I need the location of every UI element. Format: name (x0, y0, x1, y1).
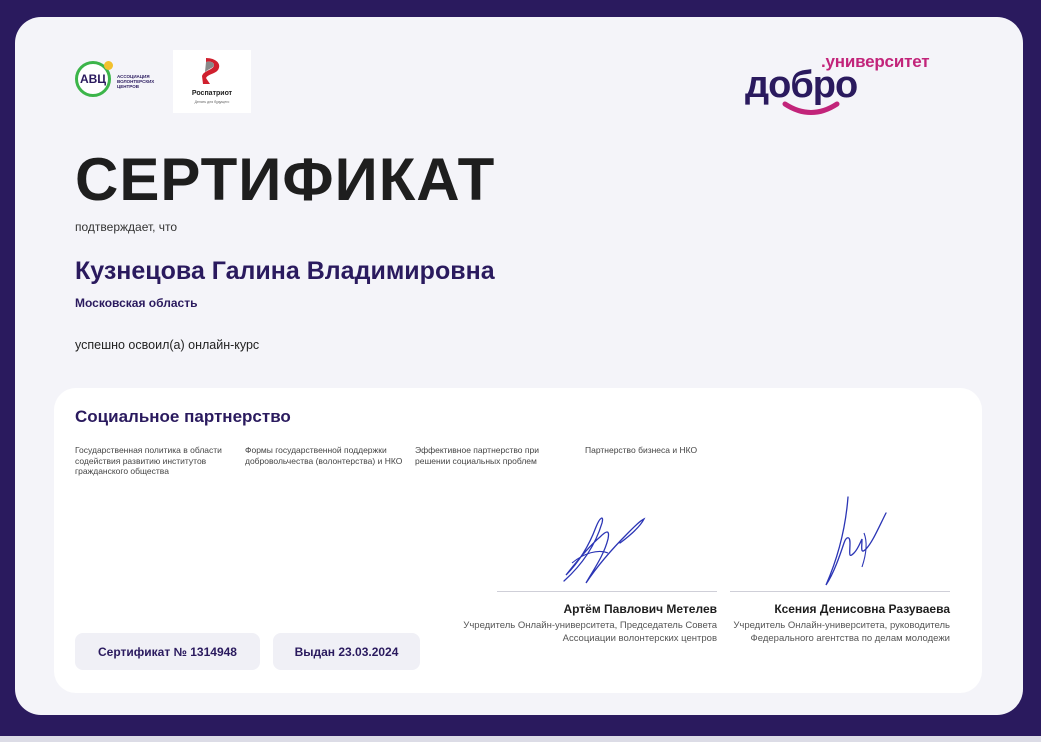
recipient-name: Кузнецова Галина Владимировна (75, 257, 495, 285)
signature-razuvaeva (804, 493, 904, 593)
certificate-number-badge: Сертификат № 1314948 (75, 633, 260, 670)
issue-date-badge: Выдан 23.03.2024 (273, 633, 420, 670)
course-topic: Формы государственной поддержки добровольчества (волонтерства) и НКО (245, 445, 403, 466)
rospatriot-mark-icon (200, 56, 224, 86)
dobro-university-logo (745, 49, 965, 119)
rospatriot-name: Роспатриот (191, 90, 233, 97)
recipient-region: Московская область (75, 296, 198, 310)
course-title: Социальное партнерство (75, 407, 291, 426)
mastered-text: успешно освоил(а) онлайн-курс (75, 338, 260, 352)
signature-line (497, 591, 717, 592)
avc-logo-dot (104, 61, 113, 70)
avc-logo-abbr: АВЦ (79, 72, 107, 86)
rospatriot-logo (173, 50, 251, 113)
confirms-text: подтверждает, что (75, 220, 178, 234)
signer-block (690, 602, 950, 645)
rospatriot-tagline: Делать для будущего (194, 100, 230, 104)
certificate-card (15, 17, 1023, 715)
course-panel (54, 388, 982, 693)
dobro-smile-icon (781, 101, 841, 117)
avc-logo-text: АССОЦИАЦИЯ ВОЛОНТЕРСКИХ ЦЕНТРОВ (117, 74, 155, 89)
dobro-logo-word: добро (745, 64, 858, 106)
dobro-logo-university: .университет (821, 52, 930, 71)
certificate-title: СЕРТИФИКАТ (75, 146, 496, 213)
course-topic: Государственная политика в области содействия развитию институтов гражданского общества (75, 445, 222, 476)
avc-logo (75, 61, 167, 103)
signer-name: Ксения Денисовна Разуваева (774, 602, 950, 616)
bottom-strip (0, 736, 1041, 742)
signer-role: Учредитель Онлайн-университета, Председатель Совета Ассоциации волонтерских центров (463, 620, 717, 644)
signature-metelev (544, 503, 664, 588)
signer-name: Артём Павлович Метелев (563, 602, 717, 616)
signature-line (730, 591, 950, 592)
course-topic: Партнерство бизнеса и НКО (585, 445, 698, 455)
signer-role: Учредитель Онлайн-университета, руководитель Федерального агентства по делам молодежи (733, 620, 950, 644)
course-topic: Эффективное партнерство при решении социальных проблем (415, 445, 539, 466)
signer-block (457, 602, 717, 645)
